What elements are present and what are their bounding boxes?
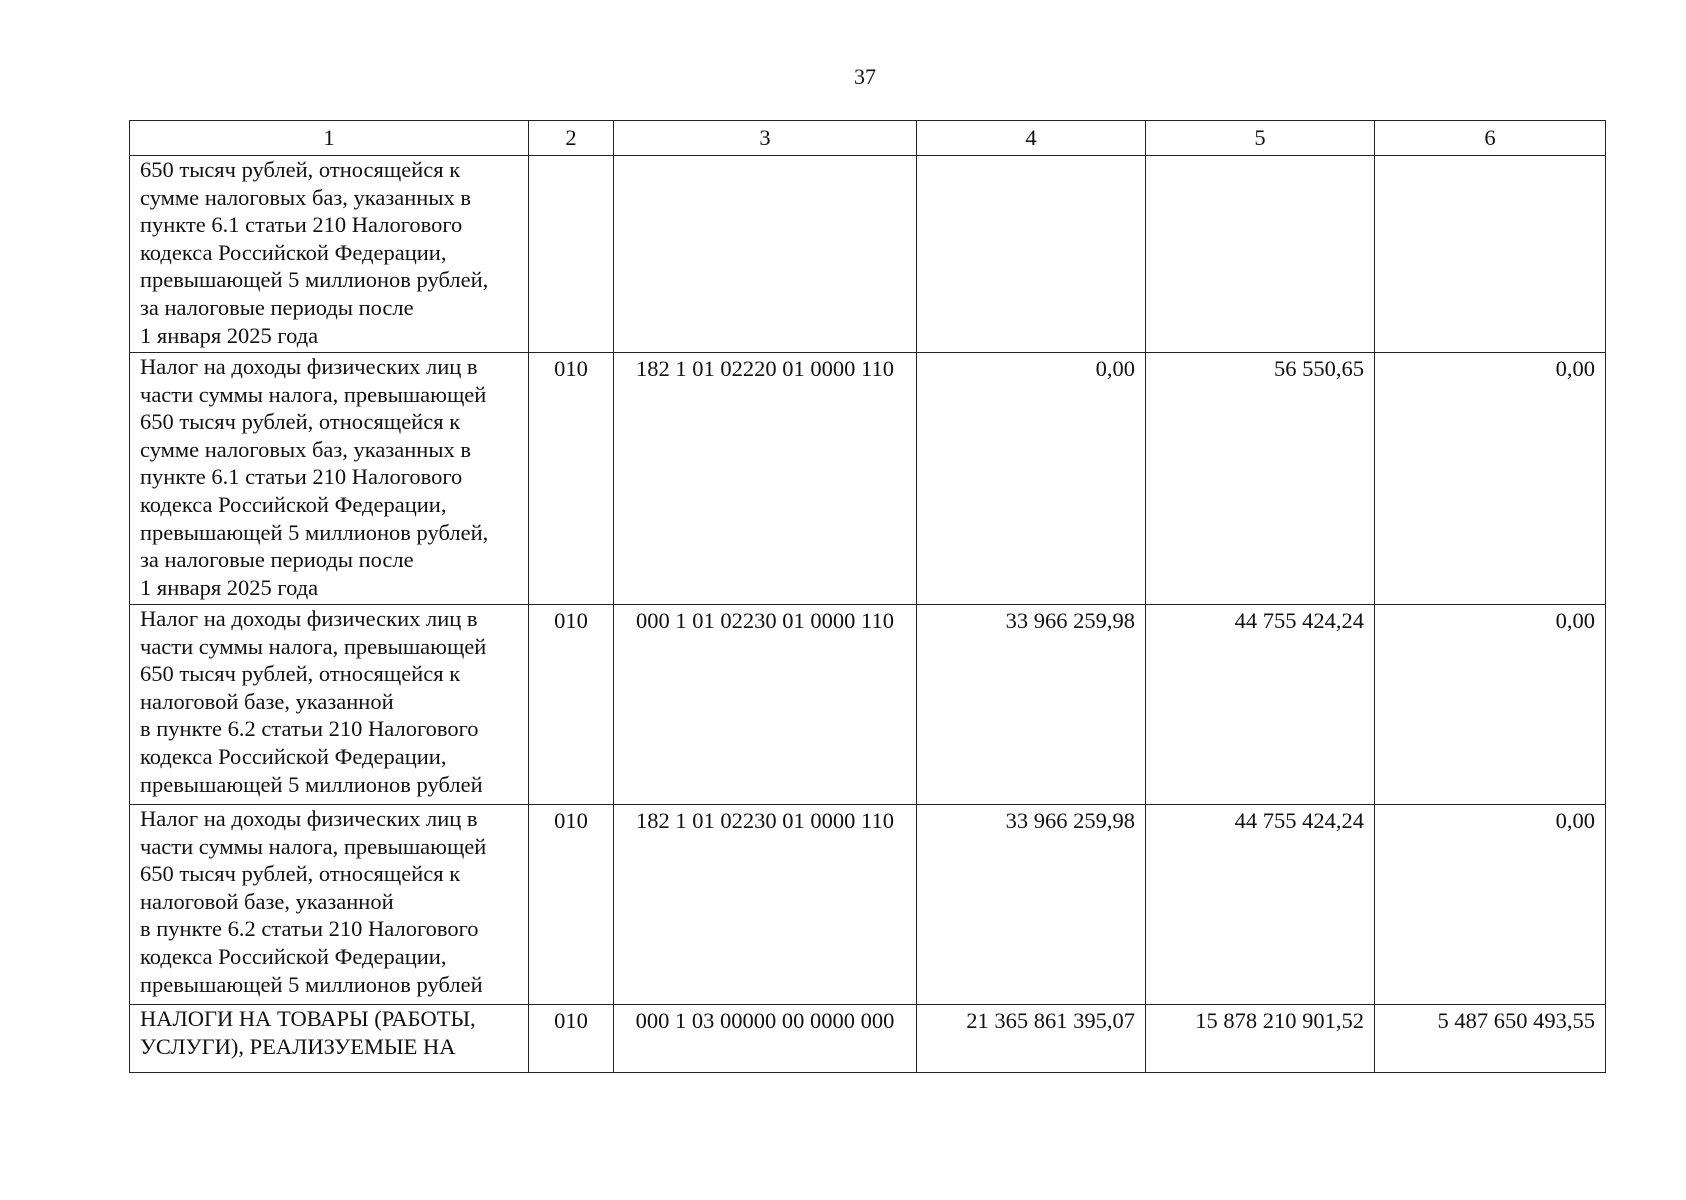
description-line: за налоговые периоды после: [140, 294, 414, 320]
row-kbk-code: 182 1 01 02230 01 0000 110: [614, 805, 917, 1005]
table-row: [130, 156, 1606, 353]
row-line-code: [529, 156, 614, 353]
description-line: пункте 6.1 статьи 210 Налогового: [140, 212, 463, 238]
row-value-col4: 0,00: [917, 353, 1146, 605]
row-kbk-code: 000 1 03 00000 00 0000 000: [614, 1005, 917, 1073]
row-description: [130, 1005, 529, 1073]
row-value-col4: [917, 156, 1146, 353]
column-header-1: 1: [130, 121, 529, 156]
row-description: [130, 156, 529, 353]
row-kbk-code: 000 1 01 02230 01 0000 110: [614, 605, 917, 805]
description-line: превышающей 5 миллионов рублей,: [140, 267, 489, 293]
row-kbk-code: 182 1 01 02220 01 0000 110: [614, 353, 917, 605]
description-line: кодекса Российской Федерации,: [140, 943, 447, 969]
row-value-col6: 0,00: [1375, 805, 1606, 1005]
column-header-3: 3: [614, 121, 917, 156]
description-line: кодекса Российской Федерации,: [140, 239, 447, 265]
description-line: Налог на доходы физических лиц в: [140, 354, 478, 379]
table-row: [130, 353, 1606, 605]
row-value-col6: 0,00: [1375, 605, 1606, 805]
description-line: налоговой базе, указанной: [140, 688, 394, 714]
row-value-col5: 44 755 424,24: [1146, 805, 1375, 1005]
row-line-code: 010: [529, 353, 614, 605]
row-value-col5: 44 755 424,24: [1146, 605, 1375, 805]
description-line: 650 тысяч рублей, относящейся к: [140, 861, 461, 887]
row-value-col6: [1375, 156, 1606, 353]
description-line: Налог на доходы физических лиц в: [140, 606, 478, 631]
row-value-col5: 56 550,65: [1146, 353, 1375, 605]
row-value-col6: 0,00: [1375, 353, 1606, 605]
description-line: за налоговые периоды после: [140, 547, 414, 573]
description-line: сумме налоговых баз, указанных в: [140, 436, 471, 462]
description-line: в пункте 6.2 статьи 210 Налогового: [140, 716, 479, 742]
description-line: сумме налоговых баз, указанных в: [140, 184, 471, 210]
description-line: части суммы налога, превышающей: [140, 381, 487, 407]
description-line: 650 тысяч рублей, относящейся к: [140, 409, 461, 435]
description-line: УСЛУГИ), РЕАЛИЗУЕМЫЕ НА: [140, 1033, 456, 1059]
description-line: 650 тысяч рублей, относящейся к: [140, 157, 461, 182]
description-line: кодекса Российской Федерации,: [140, 743, 447, 769]
table-row: [130, 805, 1606, 1005]
row-description: [130, 605, 529, 805]
description-line: части суммы налога, превышающей: [140, 833, 487, 859]
description-line: НАЛОГИ НА ТОВАРЫ (РАБОТЫ,: [140, 1006, 476, 1031]
row-kbk-code: [614, 156, 917, 353]
description-line: 1 января 2025 года: [140, 574, 319, 600]
row-line-code: 010: [529, 1005, 614, 1073]
description-line: Налог на доходы физических лиц в: [140, 806, 478, 831]
column-header-4: 4: [917, 121, 1146, 156]
description-line: части суммы налога, превышающей: [140, 633, 487, 659]
row-value-col6: 5 487 650 493,55: [1375, 1005, 1606, 1073]
description-line: в пункте 6.2 статьи 210 Налогового: [140, 916, 479, 942]
description-line: превышающей 5 миллионов рублей: [140, 771, 483, 797]
description-line: превышающей 5 миллионов рублей: [140, 971, 483, 997]
description-line: пункте 6.1 статьи 210 Налогового: [140, 464, 463, 490]
row-value-col5: [1146, 156, 1375, 353]
table-header-row: [130, 121, 1606, 156]
description-line: 650 тысяч рублей, относящейся к: [140, 661, 461, 687]
page-number: 37: [854, 64, 876, 89]
description-line: кодекса Российской Федерации,: [140, 491, 447, 517]
row-value-col5: 15 878 210 901,52: [1146, 1005, 1375, 1073]
row-value-col4: 21 365 861 395,07: [917, 1005, 1146, 1073]
row-value-col4: 33 966 259,98: [917, 805, 1146, 1005]
description-line: превышающей 5 миллионов рублей,: [140, 519, 489, 545]
description-line: налоговой базе, указанной: [140, 888, 394, 914]
row-line-code: 010: [529, 605, 614, 805]
description-line: 1 января 2025 года: [140, 322, 319, 348]
table-row: [130, 1005, 1606, 1073]
row-line-code: 010: [529, 805, 614, 1005]
column-header-2: 2: [529, 121, 614, 156]
column-header-5: 5: [1146, 121, 1375, 156]
row-value-col4: 33 966 259,98: [917, 605, 1146, 805]
row-description: [130, 805, 529, 1005]
row-description: [130, 353, 529, 605]
report-table: [129, 120, 1606, 1073]
table-row: [130, 605, 1606, 805]
column-header-6: 6: [1375, 121, 1606, 156]
